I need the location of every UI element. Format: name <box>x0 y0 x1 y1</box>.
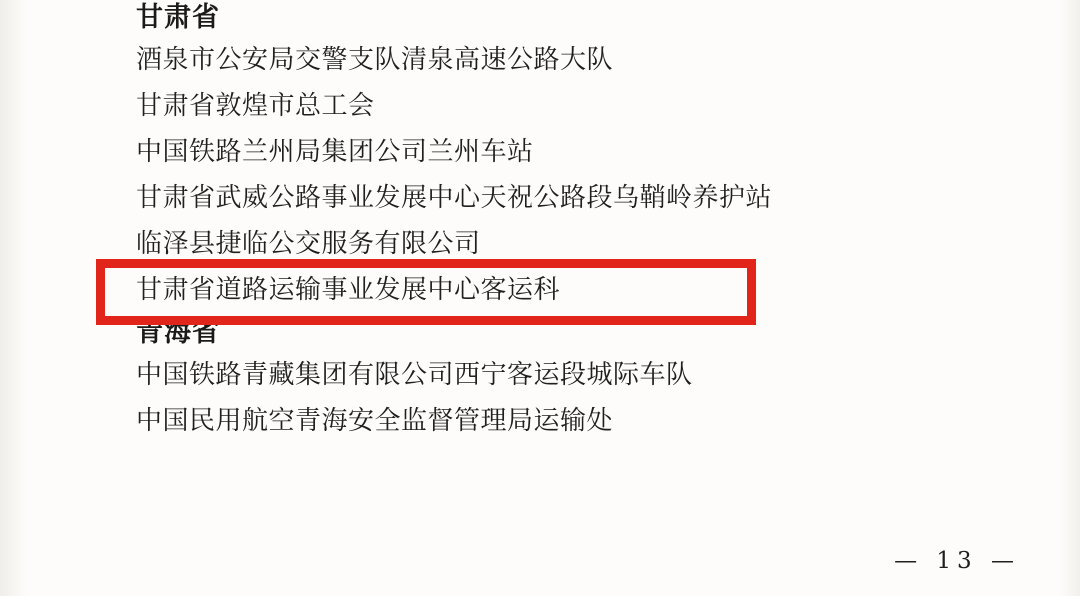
list-item: 临泽县捷临公交服务有限公司 <box>136 229 481 259</box>
list-item: 中国民用航空青海安全监督管理局运输处 <box>136 406 614 436</box>
section-qinghai <box>136 319 1016 444</box>
list-item-highlighted: 甘肃省道路运输事业发展中心客运科 <box>136 275 561 305</box>
list-item: 中国铁路兰州局集团公司兰州车站 <box>136 137 534 167</box>
list-item: 酒泉市公安局交警支队清泉高速公路大队 <box>136 45 614 75</box>
section-heading-gansu: 甘肃省 <box>136 2 220 33</box>
list-item: 甘肃省敦煌市总工会 <box>136 91 375 121</box>
section-gansu <box>136 4 1016 313</box>
list-item: 甘肃省武威公路事业发展中心天祝公路段乌鞘岭养护站 <box>136 183 773 213</box>
list-item: 中国铁路青藏集团有限公司西宁客运段城际车队 <box>136 360 693 390</box>
highlighted-list-item-wrapper <box>136 267 1016 313</box>
page-number: — 13 — <box>894 548 1020 574</box>
document-content <box>136 4 1016 448</box>
section-heading-qinghai: 青海省 <box>136 317 220 348</box>
